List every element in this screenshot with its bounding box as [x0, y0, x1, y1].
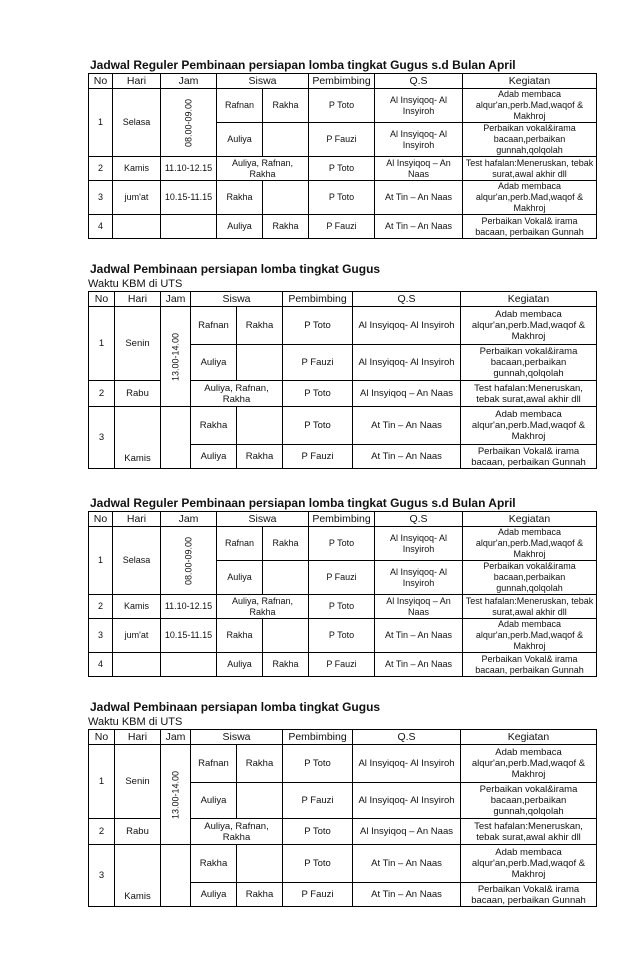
activity-cell: Perbaikan Vokal& irama bacaan, perbaikan Gunnah: [463, 215, 597, 239]
student-cell: Rakha: [237, 307, 283, 345]
activity-cell: Adab membaca alqur'an,perb.Mad,waqof & Makhroj: [461, 407, 597, 445]
day-cell: jum'at: [113, 619, 161, 653]
activity-cell: Adab membaca alqur'an,perb.Mad,waqof & Makhroj: [463, 527, 597, 561]
time-label: 08.00-09.00: [183, 98, 193, 147]
student-cell: Rafnan: [191, 745, 237, 783]
time-cell: [161, 407, 191, 469]
mentor-cell: P Fauzi: [309, 123, 375, 157]
time-label: 13.00-14.00: [170, 770, 180, 819]
student-cell: Auliya: [191, 883, 237, 907]
day-cell: Selasa: [113, 89, 161, 157]
time-cell: [161, 845, 191, 907]
header-row: [89, 512, 597, 527]
column-header: Kegiatan: [461, 730, 597, 745]
column-header: Jam: [161, 512, 217, 527]
section-title: Jadwal Pembinaan persiapan lomba tingkat Gugus: [90, 700, 381, 714]
student-cell: Auliya: [191, 345, 237, 381]
student-cell: [237, 345, 283, 381]
table-row: [89, 653, 597, 677]
time-label: 13.00-14.00: [170, 332, 180, 381]
row-number: 2: [89, 381, 115, 407]
column-header: Hari: [113, 512, 161, 527]
student-cell: [237, 407, 283, 445]
column-header: Pembimbing: [283, 730, 353, 745]
activity-cell: Test hafalan:Meneruskan, tebak surat,awal akhir dll: [463, 595, 597, 619]
surah-cell: At Tin – An Naas: [353, 883, 461, 907]
student-cell: Rakha: [263, 653, 309, 677]
student-cell: Rakha: [263, 527, 309, 561]
student-cell: Rakha: [217, 181, 263, 215]
table-row: [89, 157, 597, 181]
section-title: Jadwal Reguler Pembinaan persiapan lomba tingkat Gugus s.d Bulan April: [90, 58, 516, 72]
section-title: Jadwal Pembinaan persiapan lomba tingkat Gugus: [90, 262, 381, 276]
student-cell: Rakha: [263, 215, 309, 239]
mentor-cell: P Toto: [309, 619, 375, 653]
mentor-cell: P Toto: [283, 407, 353, 445]
student-cell: Auliya, Rafnan, Rakha: [217, 595, 309, 619]
regular-schedule-section: [88, 58, 596, 239]
time-cell: 10.15-11.15: [161, 619, 217, 653]
activity-cell: Test hafalan:Meneruskan, tebak surat,awal akhir dll: [461, 381, 597, 407]
column-header: Jam: [161, 74, 217, 89]
table-row: [89, 595, 597, 619]
mentor-cell: P Fauzi: [309, 653, 375, 677]
day-cell: jum'at: [113, 181, 161, 215]
surah-cell: Al Insyiqoq – An Naas: [353, 381, 461, 407]
column-header: Siswa: [191, 292, 283, 307]
surah-cell: At Tin – An Naas: [353, 445, 461, 469]
row-number: 3: [89, 181, 113, 215]
student-cell: Rakha: [237, 883, 283, 907]
student-cell: Auliya: [217, 561, 263, 595]
surah-cell: At Tin – An Naas: [375, 653, 463, 677]
day-cell: [113, 215, 161, 239]
time-cell: 11.10-12.15: [161, 595, 217, 619]
surah-cell: Al Insyiqoq- Al Insyiroh: [353, 783, 461, 819]
table-row: [89, 845, 597, 883]
activity-cell: Adab membaca alqur'an,perb.Mad,waqof & Makhroj: [461, 845, 597, 883]
column-header: Pembimbing: [283, 292, 353, 307]
activity-cell: Adab membaca alqur'an,perb.Mad,waqof & Makhroj: [461, 307, 597, 345]
column-header: Kegiatan: [463, 512, 597, 527]
row-number: 1: [89, 89, 113, 157]
mentor-cell: P Fauzi: [283, 345, 353, 381]
day-cell: Rabu: [115, 819, 161, 845]
mentor-cell: P Toto: [309, 595, 375, 619]
surah-cell: At Tin – An Naas: [375, 619, 463, 653]
column-header: Siswa: [217, 512, 309, 527]
mentor-cell: P Fauzi: [283, 783, 353, 819]
day-cell: [113, 653, 161, 677]
mentor-cell: P Toto: [309, 89, 375, 123]
mentor-cell: P Fauzi: [283, 445, 353, 469]
column-header: Hari: [115, 292, 161, 307]
student-cell: Rakha: [191, 407, 237, 445]
activity-cell: Perbaikan vokal&irama bacaan,perbaikan gunnah,qolqolah: [461, 345, 597, 381]
header-row: [89, 730, 597, 745]
student-cell: [263, 123, 309, 157]
regular-schedule-table: [88, 511, 597, 677]
column-header: Siswa: [217, 74, 309, 89]
surah-cell: Al Insyiqoq- Al Insyiroh: [375, 123, 463, 157]
row-number: 2: [89, 819, 115, 845]
regular-schedule-table: [88, 73, 597, 239]
table-row: [89, 619, 597, 653]
table-row: [89, 307, 597, 345]
row-number: 2: [89, 595, 113, 619]
student-cell: [237, 783, 283, 819]
surah-cell: Al Insyiqoq- Al Insyiroh: [375, 89, 463, 123]
activity-cell: Perbaikan Vokal& irama bacaan, perbaikan Gunnah: [461, 445, 597, 469]
mentor-cell: P Toto: [283, 845, 353, 883]
surah-cell: Al Insyiqoq- Al Insyiroh: [353, 345, 461, 381]
day-cell: Rabu: [115, 381, 161, 407]
table-row: [89, 407, 597, 445]
time-cell: [161, 745, 191, 845]
student-cell: Rafnan: [217, 89, 263, 123]
time-cell: [161, 653, 217, 677]
column-header: No: [89, 512, 113, 527]
activity-cell: Adab membaca alqur'an,perb.Mad,waqof & Makhroj: [463, 181, 597, 215]
column-header: Kegiatan: [461, 292, 597, 307]
row-number: 1: [89, 307, 115, 381]
mentor-cell: P Fauzi: [283, 883, 353, 907]
column-header: Q.S: [353, 292, 461, 307]
student-cell: [263, 619, 309, 653]
row-number: 1: [89, 745, 115, 819]
student-cell: Auliya: [191, 783, 237, 819]
row-number: 3: [89, 619, 113, 653]
day-cell: Kamis: [113, 595, 161, 619]
column-header: No: [89, 74, 113, 89]
column-header: Kegiatan: [463, 74, 597, 89]
section-subtitle: Waktu KBM di UTS: [88, 278, 183, 290]
mentor-cell: P Toto: [309, 157, 375, 181]
day-cell: Senin: [115, 307, 161, 381]
mentor-cell: P Toto: [283, 381, 353, 407]
student-cell: Rafnan: [191, 307, 237, 345]
row-number: 4: [89, 215, 113, 239]
column-header: Q.S: [353, 730, 461, 745]
student-cell: Rakha: [217, 619, 263, 653]
surah-cell: At Tin – An Naas: [353, 845, 461, 883]
student-cell: Auliya, Rafnan, Rakha: [191, 381, 283, 407]
surah-cell: At Tin – An Naas: [353, 407, 461, 445]
row-number: 3: [89, 845, 115, 907]
row-number: 2: [89, 157, 113, 181]
row-number: 3: [89, 407, 115, 469]
time-cell: 10.15-11.15: [161, 181, 217, 215]
surah-cell: At Tin – An Naas: [375, 181, 463, 215]
student-cell: Auliya: [217, 215, 263, 239]
surah-cell: Al Insyiqoq- Al Insyiroh: [375, 561, 463, 595]
column-header: Hari: [115, 730, 161, 745]
student-cell: Auliya: [217, 123, 263, 157]
time-cell: [161, 215, 217, 239]
column-header: Q.S: [375, 74, 463, 89]
student-cell: Rakha: [191, 845, 237, 883]
time-cell: [161, 307, 191, 407]
uts-schedule-section: [88, 700, 596, 907]
column-header: No: [89, 292, 115, 307]
uts-schedule-table: [88, 729, 597, 907]
uts-schedule-section: [88, 262, 596, 469]
mentor-cell: P Toto: [283, 819, 353, 845]
student-cell: Auliya: [191, 445, 237, 469]
time-label: 08.00-09.00: [183, 536, 193, 585]
table-row: [89, 745, 597, 783]
activity-cell: Perbaikan vokal&irama bacaan,perbaikan gunnah,qolqolah: [463, 561, 597, 595]
mentor-cell: P Fauzi: [309, 215, 375, 239]
row-number: 4: [89, 653, 113, 677]
surah-cell: Al Insyiqoq- Al Insyiroh: [353, 745, 461, 783]
column-header: Siswa: [191, 730, 283, 745]
uts-schedule-table: [88, 291, 597, 469]
column-header: Pembimbing: [309, 74, 375, 89]
activity-cell: Adab membaca alqur'an,perb.Mad,waqof & Makhroj: [463, 619, 597, 653]
student-cell: Auliya, Rafnan, Rakha: [217, 157, 309, 181]
student-cell: Auliya, Rafnan, Rakha: [191, 819, 283, 845]
student-cell: [263, 181, 309, 215]
time-cell: [161, 89, 217, 157]
table-row: [89, 181, 597, 215]
day-cell: Selasa: [113, 527, 161, 595]
activity-cell: Adab membaca alqur'an,perb.Mad,waqof & Makhroj: [461, 745, 597, 783]
activity-cell: Perbaikan Vokal& irama bacaan, perbaikan Gunnah: [461, 883, 597, 907]
surah-cell: At Tin – An Naas: [375, 215, 463, 239]
mentor-cell: P Toto: [283, 745, 353, 783]
student-cell: Auliya: [217, 653, 263, 677]
mentor-cell: P Toto: [309, 181, 375, 215]
mentor-cell: P Fauzi: [309, 561, 375, 595]
day-cell: Senin: [115, 745, 161, 819]
column-header: Q.S: [375, 512, 463, 527]
table-row: [89, 527, 597, 561]
table-row: [89, 89, 597, 123]
mentor-cell: P Toto: [283, 307, 353, 345]
activity-cell: Test hafalan:Meneruskan, tebak surat,awal akhir dll: [461, 819, 597, 845]
day-cell: Kamis: [115, 407, 161, 469]
student-cell: Rakha: [263, 89, 309, 123]
time-cell: [161, 527, 217, 595]
student-cell: Rafnan: [217, 527, 263, 561]
day-cell: Kamis: [113, 157, 161, 181]
row-number: 1: [89, 527, 113, 595]
column-header: Pembimbing: [309, 512, 375, 527]
table-row: [89, 215, 597, 239]
time-cell: 11.10-12.15: [161, 157, 217, 181]
student-cell: Rakha: [237, 445, 283, 469]
mentor-cell: P Toto: [309, 527, 375, 561]
activity-cell: Test hafalan:Meneruskan, tebak surat,awal akhir dll: [463, 157, 597, 181]
header-row: [89, 292, 597, 307]
header-row: [89, 74, 597, 89]
surah-cell: Al Insyiqoq – An Naas: [375, 595, 463, 619]
section-title: Jadwal Reguler Pembinaan persiapan lomba tingkat Gugus s.d Bulan April: [90, 496, 516, 510]
surah-cell: Al Insyiqoq- Al Insyiroh: [375, 527, 463, 561]
regular-schedule-section: [88, 496, 596, 677]
activity-cell: Perbaikan vokal&irama bacaan,perbaikan gunnah,qolqolah: [463, 123, 597, 157]
column-header: Hari: [113, 74, 161, 89]
student-cell: [263, 561, 309, 595]
activity-cell: Perbaikan Vokal& irama bacaan, perbaikan Gunnah: [463, 653, 597, 677]
student-cell: Rakha: [237, 745, 283, 783]
activity-cell: Adab membaca alqur'an,perb.Mad,waqof & Makhroj: [463, 89, 597, 123]
activity-cell: Perbaikan vokal&irama bacaan,perbaikan gunnah,qolqolah: [461, 783, 597, 819]
column-header: Jam: [161, 292, 191, 307]
section-subtitle: Waktu KBM di UTS: [88, 716, 183, 728]
surah-cell: Al Insyiqoq- Al Insyiroh: [353, 307, 461, 345]
surah-cell: Al Insyiqoq – An Naas: [353, 819, 461, 845]
surah-cell: Al Insyiqoq – An Naas: [375, 157, 463, 181]
column-header: No: [89, 730, 115, 745]
day-cell: Kamis: [115, 845, 161, 907]
column-header: Jam: [161, 730, 191, 745]
student-cell: [237, 845, 283, 883]
